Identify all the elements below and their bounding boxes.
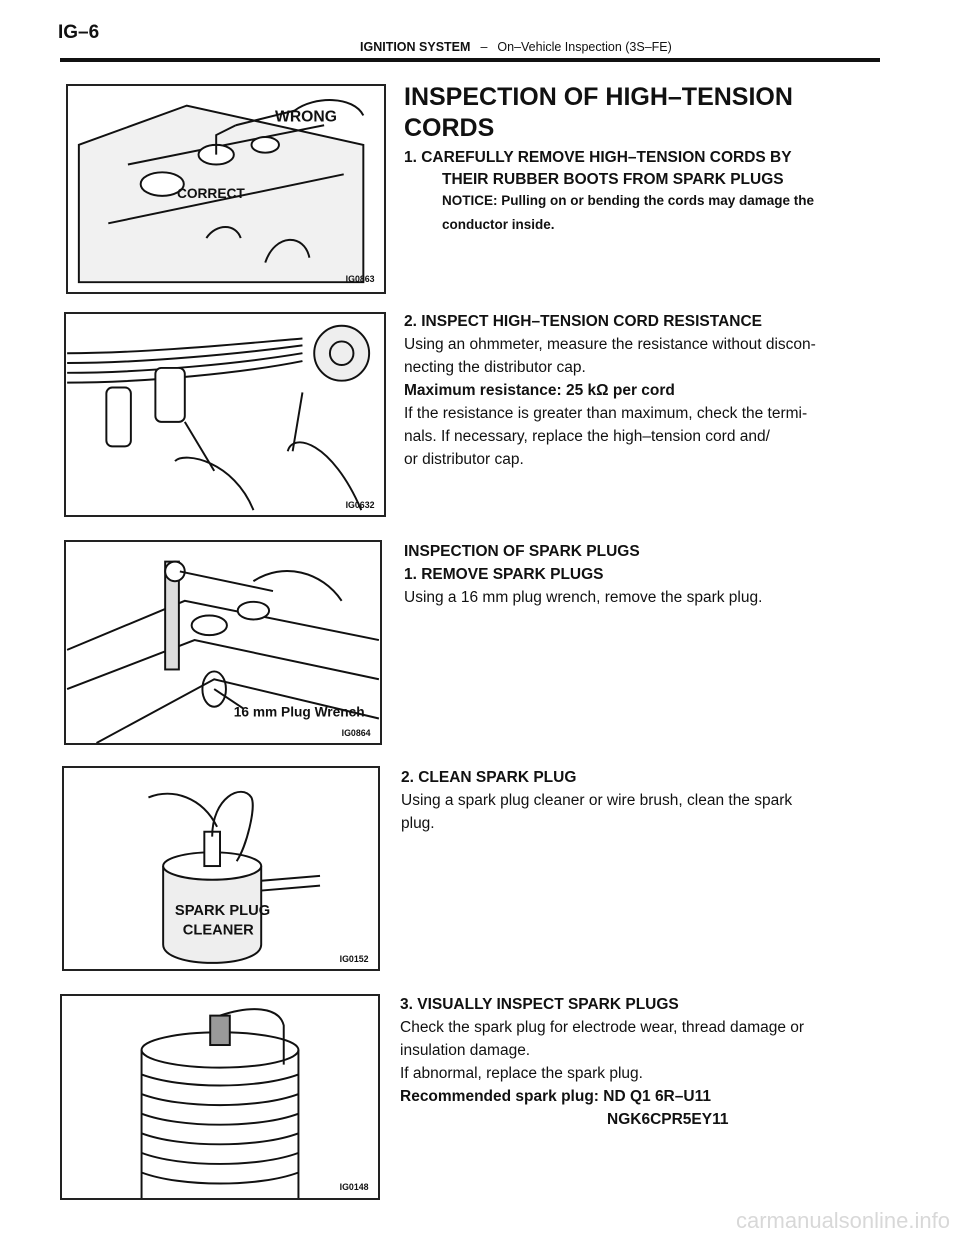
running-header [360,40,672,54]
header-rule [60,58,880,62]
step-heading: 3. VISUALLY INSPECT SPARK PLUGS [400,996,679,1013]
recommended-plug-spec: Recommended spark plug: ND Q1 6R–U11 [400,1088,711,1105]
step-heading: 2. CLEAN SPARK PLUG [401,769,577,786]
figure-spark-plug [60,994,380,1200]
resistance-spec: Maximum resistance: 25 kΩ per cord [404,382,675,399]
section-title: INSPECTION OF SPARK PLUGS [404,543,640,560]
cord-removal-illustration [68,86,384,292]
label-correct: CORRECT [176,185,245,201]
spark-plug-cleaning [401,766,792,835]
step-heading: 2. INSPECT HIGH–TENSION CORD RESISTANCE [404,313,762,330]
body-line: Using a spark plug cleaner or wire brush, clean the spark [401,792,793,809]
figure-id: IG0148 [339,1182,369,1193]
body-line: Using a 16 mm plug wrench, remove the spark plug. [404,589,763,606]
figure-cord-removal [66,84,386,294]
watermark: carmanualsonline.info [735,1208,950,1233]
subsection-name: On–Vehicle Inspection (3S–FE) [497,40,672,54]
notice-line: NOTICE: Pulling on or bending the cords may damage the [442,193,815,208]
ohmmeter-illustration [66,314,384,515]
spark-plug-removal [404,540,762,609]
recommended-plug-spec-alt: NGK6CPR5EY11 [607,1111,729,1128]
plug-wrench-illustration [66,542,380,743]
body-line: plug. [401,815,435,832]
cleaner-label-line2: CLEANER [182,922,254,939]
header-separator: – [480,40,488,54]
body-line: Using an ohmmeter, measure the resistance without discon- [404,336,816,353]
label-plug-wrench: 16 mm Plug Wrench [233,704,365,720]
cleaner-label-line1: SPARK PLUG [174,903,271,920]
figure-plug-wrench [64,540,382,745]
body-line: or distributor cap. [404,451,524,468]
page-number: IG–6 [58,22,100,43]
body-line: If the resistance is greater than maximum, check the termi- [404,405,808,422]
spark-plug-illustration [62,996,378,1198]
figure-id: IG0152 [339,954,369,965]
plug-cleaner-illustration [64,768,378,969]
body-line: insulation damage. [400,1042,531,1059]
figure-id: IG0863 [345,274,375,285]
figure-ohmmeter [64,312,386,517]
body-line: nals. If necessary, replace the high–tension cord and/ [404,428,770,445]
section-name: IGNITION SYSTEM [360,40,471,54]
step-heading: 1. CAREFULLY REMOVE HIGH–TENSION CORDS BY [404,149,792,166]
section-title-line: CORDS [404,114,495,142]
label-wrong: WRONG [275,108,337,126]
section-title-line: INSPECTION OF HIGH–TENSION [404,83,793,111]
body-line: necting the distributor cap. [404,359,586,376]
figure-id: IG0864 [341,728,371,739]
figure-plug-cleaner [62,766,380,971]
resistance-section [404,310,816,471]
body-line: Check the spark plug for electrode wear, thread damage or [400,1019,805,1036]
step-heading-cont: THEIR RUBBER BOOTS FROM SPARK PLUGS [442,171,784,188]
body-line: If abnormal, replace the spark plug. [400,1065,643,1082]
step-heading: 1. REMOVE SPARK PLUGS [404,566,604,583]
notice [442,189,814,237]
section-title [404,82,793,144]
figure-id: IG0632 [345,500,375,511]
spark-plug-inspection [400,993,804,1131]
notice-line: conductor inside. [442,217,555,232]
